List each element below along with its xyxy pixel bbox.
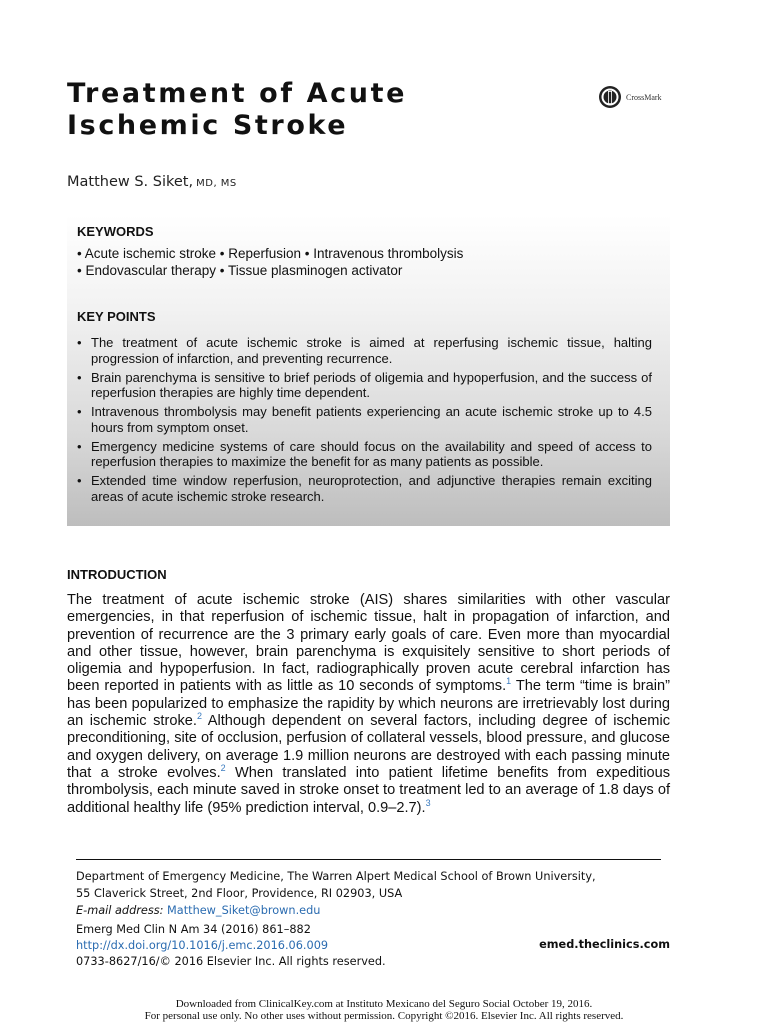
bullet-icon: • — [77, 335, 82, 350]
doi-link[interactable]: http://dx.doi.org/10.1016/j.emc.2016.06.009 — [76, 939, 329, 952]
key-point-item — [77, 473, 652, 504]
reference-link-2[interactable]: 2 — [196, 711, 202, 722]
title-line-1: Treatment of Acute — [67, 78, 408, 109]
key-point-item — [77, 335, 652, 366]
article-title — [67, 78, 407, 142]
bullet-icon: • — [77, 404, 82, 419]
key-points-heading: KEY POINTS — [77, 309, 156, 324]
bullet-icon: • — [77, 473, 82, 488]
title-line-2: Ischemic Stroke — [67, 110, 349, 141]
download-line-2: For personal use only. No other uses without permission. Copyright ©2016. Elsevier Inc. All rights reserved. — [144, 1010, 624, 1022]
copyright-line: 0733-8627/16/© 2016 Elsevier Inc. All rights reserved. — [76, 955, 386, 968]
keywords-line-2: • Endovascular therapy • Tissue plasminogen activator — [77, 263, 403, 278]
key-point-item — [77, 370, 652, 401]
key-point-text: The treatment of acute ischemic stroke is aimed at reperfusing ischemic tissue, halting progression of infarction, and preventing recurrence. — [91, 335, 652, 366]
keywords-line-1: • Acute ischemic stroke • Reperfusion • Intravenous thrombolysis — [77, 246, 464, 261]
author-degrees: MD, MS — [196, 178, 237, 189]
author-name: Matthew S. Siket, — [67, 174, 194, 190]
key-point-text: Extended time window reperfusion, neuroprotection, and adjunctive therapies remain exciting areas of acute ischemic stroke research. — [91, 473, 652, 504]
reference-link-4[interactable]: 3 — [425, 797, 431, 808]
intro-text-2: The term “time is brain” has been popularized to emphasize the rapidity by which neurons are irretrievably lost during an ischemic stroke. — [67, 678, 671, 730]
crossmark-badge[interactable] — [598, 85, 662, 109]
key-point-item — [77, 404, 652, 435]
keywords-keypoints-box — [67, 215, 670, 526]
email-line — [76, 902, 676, 919]
bullet-icon: • — [77, 438, 82, 454]
key-points-list — [77, 335, 652, 508]
intro-text-1: The treatment of acute ischemic stroke (AIS) shares similarities with other vascular emergencies, in that reperfusion of ischemic tissue, halt in propagation of infarction, and prevention of recurrence are the 3 primary early goals of care. Even more than myocardial and other tissue, however, brain parenchyma is exquisitely sensitive to short periods of oligemia and hypoperfusion. In fact, radiographically proven acute cerebral infarction has been reported in patients with as little as 10 seconds of symptoms. — [67, 592, 670, 695]
key-point-text: Intravenous thrombolysis may benefit patients experiencing an acute ischemic stroke up to 4.5 hours from symptom onset. — [91, 404, 652, 435]
keywords-heading: KEYWORDS — [77, 224, 154, 239]
journal-citation: Emerg Med Clin N Am 34 (2016) 861–882 — [76, 923, 311, 936]
intro-text-3: Although dependent on several factors, including degree of ischemic preconditioning, site of occlusion, perfusion of collateral vessels, blood pressure, and glucose and oxygen delivery, on average 1.9 million neurons are destroyed with each passing minute that a stroke evolves. — [67, 713, 670, 781]
bullet-icon: • — [77, 369, 82, 385]
introduction-heading: INTRODUCTION — [67, 567, 167, 582]
introduction-paragraph — [67, 592, 670, 817]
website-link[interactable]: emed.theclinics.com — [539, 938, 670, 951]
key-point-text: Brain parenchyma is sensitive to brief periods of oligemia and hypoperfusion, and the success of reperfusion therapies are highly time dependent. — [91, 369, 652, 400]
footnote-divider — [76, 859, 661, 860]
affiliation-block — [76, 868, 676, 919]
crossmark-icon — [598, 85, 622, 109]
download-notice — [0, 998, 768, 1022]
reference-link-1[interactable]: 1 — [506, 676, 512, 687]
author-line — [67, 174, 237, 190]
email-link[interactable]: Matthew_Siket@brown.edu — [167, 904, 321, 917]
download-line-1: Downloaded from ClinicalKey.com at Instituto Mexicano del Seguro Social October 19, 2016. — [175, 998, 593, 1010]
reference-link-3[interactable]: 2 — [220, 763, 226, 774]
affiliation-line-1: Department of Emergency Medicine, The Warren Alpert Medical School of Brown University, — [76, 870, 596, 883]
affiliation-line-2: 55 Claverick Street, 2nd Floor, Providence, RI 02903, USA — [76, 887, 403, 900]
key-point-item — [77, 439, 652, 470]
key-point-text: Emergency medicine systems of care should focus on the availability and speed of access to reperfusion therapies to maximize the benefit for as many patients as possible. — [91, 438, 652, 469]
intro-text-4: When translated into patient lifetime benefits from expeditious thrombolysis, each minute saved in stroke onset to treatment led to an average of 1.8 days of additional healthy life (95% prediction interval, 0.9–2.7). — [67, 764, 671, 816]
email-label: E-mail address: — [76, 904, 164, 917]
crossmark-label: CrossMark — [626, 92, 662, 102]
